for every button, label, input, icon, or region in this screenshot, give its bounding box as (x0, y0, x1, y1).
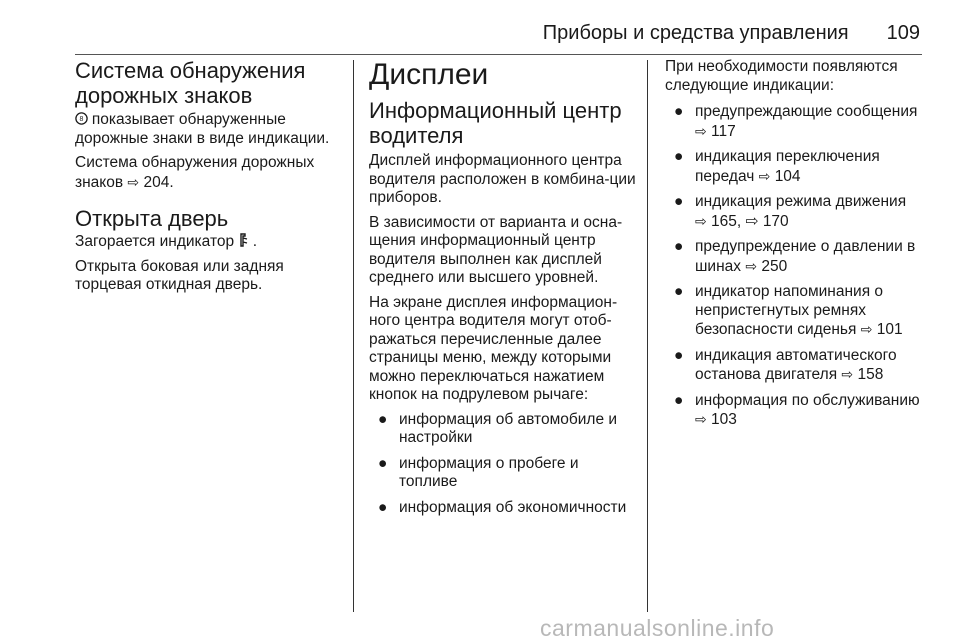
column-divider-left (353, 60, 354, 612)
cross-ref-arrow-icon: ⇨ (695, 411, 707, 427)
cross-ref-arrow-icon: ⇨ (758, 167, 771, 184)
page-ref[interactable]: 117 (711, 122, 736, 140)
door-paragraph-1 (75, 233, 345, 252)
bullet-icon: ● (674, 391, 684, 409)
section-title-displays: Дисплеи (369, 58, 489, 91)
list-item (665, 103, 930, 141)
bullet-icon: ● (674, 103, 684, 120)
list-item (369, 455, 637, 492)
page-ref[interactable]: 101 (876, 321, 903, 338)
list-item-text: информация о пробеге и топливе (399, 454, 579, 490)
section-title-door: Открыта дверь (75, 206, 229, 231)
list-item (369, 499, 637, 518)
list-item (665, 238, 930, 276)
section-title-tsr: Система обнаружения дорожных знаков (75, 58, 306, 108)
dic-paragraph-1: Дисплей информационного центра водителя расположен в комбина-ции приборов. (369, 152, 636, 206)
tsr-paragraph-2-text: Система обнаружения дорожных знаков (75, 154, 315, 191)
page-ref[interactable]: 103 (711, 411, 737, 428)
cross-ref-arrow-icon: ⇨ (695, 122, 707, 139)
bullet-icon: ● (674, 148, 684, 165)
watermark: carmanualsonline.info (540, 615, 775, 641)
list-item (665, 148, 930, 186)
tsr-paragraph-1-text: показывает обнаруженные дорожные знаки в виде индикации. (75, 111, 330, 147)
list-item (665, 347, 930, 385)
bullet-icon: ● (674, 193, 684, 210)
bullet-icon: ● (674, 346, 684, 364)
list-item (665, 392, 930, 430)
tsr-page-ref[interactable]: 204. (143, 173, 174, 191)
menu-pages-list (369, 411, 637, 518)
page-ref[interactable]: 165, ⇨ 170 (711, 212, 789, 230)
bullet-icon: ● (378, 454, 388, 472)
list-item-text: индикация переключения передач (695, 148, 880, 185)
cross-ref-arrow-icon: ⇨ (860, 321, 873, 337)
subsection-title-dic: Информационный центр водителя (369, 98, 622, 148)
indications-list (665, 103, 930, 430)
page-number: 109 (886, 22, 920, 44)
list-item-text: индикация автоматического останова двигателя (695, 346, 897, 383)
list-item-text: индикация режима движения (695, 193, 907, 210)
bullet-icon: ● (378, 498, 388, 516)
bullet-icon: ● (674, 238, 684, 255)
header-title: Приборы и средства управления (542, 22, 849, 44)
list-item-text: предупреждающие сообщения (695, 103, 918, 120)
list-item-text: индикатор напоминания о непристегнутых ремнях безопасности сиденья (695, 283, 884, 338)
column-left (75, 58, 345, 301)
tsr-paragraph-1 (75, 110, 345, 148)
dic-paragraph-3: На экране дисплея информацион-ного центра водителя могут отоб-ражаться перечисленные далее страницы меню, между которыми можно переключаться нажатием кнопок на подрулевом рычаге: (369, 293, 618, 403)
door-paragraph-2: Открыта боковая или задняя торцевая откидная дверь. (75, 257, 284, 293)
dic-paragraph-2: В зависимости от варианта и осна-щения информационный центр водителя выполнен как дисплей среднего или высшего уровней. (369, 213, 623, 286)
cross-ref-arrow-icon: ⇨ (695, 212, 707, 229)
list-item-text: информация по обслуживанию (695, 391, 920, 409)
cross-ref-arrow-icon: ⇨ (841, 366, 854, 382)
svg-text:8: 8 (79, 116, 84, 124)
page-ref[interactable]: 158 (857, 366, 884, 383)
list-item-text: информация об экономичности (399, 498, 627, 516)
door-paragraph-1-end: . (252, 233, 258, 250)
column-middle (369, 58, 637, 524)
list-item (665, 283, 930, 340)
cross-ref-arrow-icon: ⇨ (745, 257, 758, 274)
bullet-icon: ● (378, 410, 388, 428)
list-item (665, 193, 930, 231)
column-divider-right (647, 60, 648, 612)
door-open-icon (238, 233, 252, 250)
list-item (369, 411, 637, 448)
header-rule (75, 54, 922, 55)
tsr-paragraph-2 (75, 154, 345, 192)
page-header (0, 22, 920, 45)
page-ref[interactable]: 104 (774, 167, 801, 185)
page-ref[interactable]: 250 (761, 257, 788, 275)
indications-intro: При необходимости появляются следующие индикации: (665, 58, 898, 94)
bullet-icon: ● (674, 283, 684, 300)
cross-ref-arrow-icon: ⇨ (127, 173, 140, 190)
traffic-sign-icon (75, 111, 92, 127)
list-item-text: предупреждение о давлении в шинах (695, 238, 916, 275)
list-item-text: информация об автомобиле и настройки (399, 410, 618, 446)
column-right (665, 58, 930, 437)
door-paragraph-1-text: Загорается индикатор (75, 233, 235, 250)
